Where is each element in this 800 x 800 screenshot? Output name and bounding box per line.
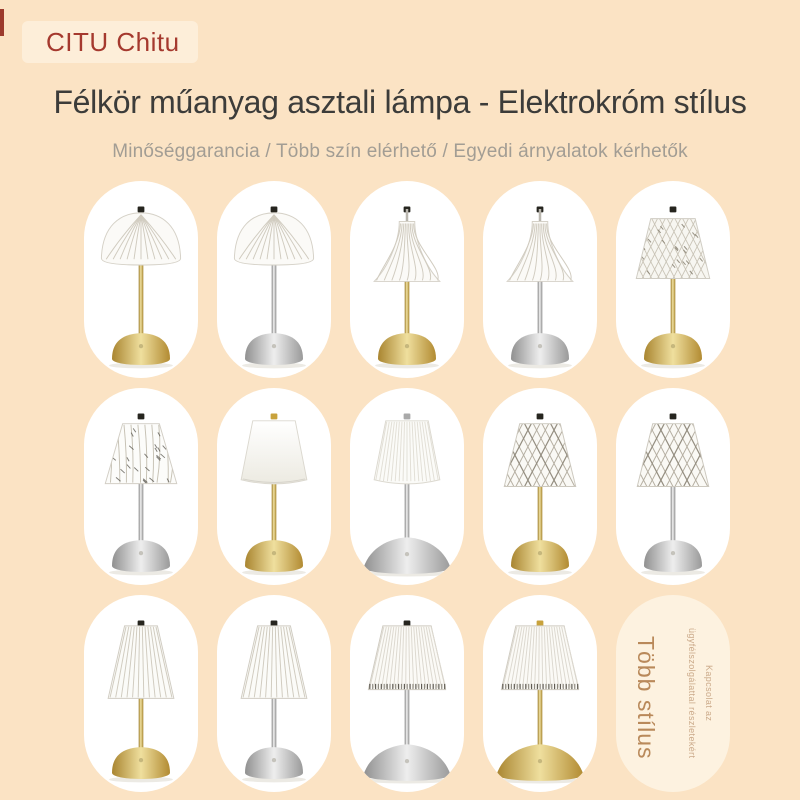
lamp-flared-fluted-gold — [350, 181, 464, 378]
lamp-flared-fluted-gold-image — [350, 181, 464, 378]
more-styles-cell — [616, 595, 730, 792]
red-edge-mark — [0, 9, 4, 36]
lamp-pleated-band-silver — [350, 595, 464, 792]
more-styles-label: Több stílus — [633, 635, 659, 760]
lamp-diamond-crystal-silver — [616, 388, 730, 585]
brand-logo-text: CITU Chitu — [46, 26, 180, 57]
page-title: Félkör műanyag asztali lámpa - Elektrokróm stílus — [53, 84, 747, 120]
lamp-dome-ribbed-silver — [217, 181, 331, 378]
contact-note-line2: ügyfélszolgálattal részletekért — [686, 628, 697, 759]
lamp-ribbed-cone-silver — [217, 595, 331, 792]
lamp-pleated-band-gold-image — [483, 595, 597, 792]
lamp-diamond-crystal-gold-image — [483, 388, 597, 585]
lamp-dome-ribbed-gold — [84, 181, 198, 378]
lamp-pleated-band-silver-image — [350, 595, 464, 792]
lamp-ribbed-cone-gold — [84, 595, 198, 792]
lamp-crystal-faceted-silver — [84, 388, 198, 585]
lamp-ribbed-cone-gold-image — [84, 595, 198, 792]
lamp-crystal-textured-gold-image — [616, 181, 730, 378]
product-grid — [84, 181, 730, 792]
lamp-white-cone-gold — [217, 388, 331, 585]
lamp-crystal-textured-gold — [616, 181, 730, 378]
lamp-pleated-band-gold — [483, 595, 597, 792]
lamp-ribbed-cone-silver-image — [217, 595, 331, 792]
lamp-pleated-cone-silver-image — [350, 388, 464, 585]
lamp-diamond-crystal-silver-image — [616, 388, 730, 585]
page-tagline: Minőséggarancia / Több szín elérhető / Egyedi árnyalatok kérhetők — [112, 141, 688, 162]
lamp-flared-fluted-silver — [483, 181, 597, 378]
contact-note — [683, 595, 717, 792]
lamp-white-cone-gold-image — [217, 388, 331, 585]
lamp-dome-ribbed-gold-image — [84, 181, 198, 378]
lamp-dome-ribbed-silver-image — [217, 181, 331, 378]
lamp-flared-fluted-silver-image — [483, 181, 597, 378]
contact-note-line1: Kapcsolat az — [704, 665, 714, 722]
lamp-pleated-cone-silver — [350, 388, 464, 585]
lamp-diamond-crystal-gold — [483, 388, 597, 585]
lamp-crystal-faceted-silver-image — [84, 388, 198, 585]
brand-logo-box — [22, 21, 198, 63]
